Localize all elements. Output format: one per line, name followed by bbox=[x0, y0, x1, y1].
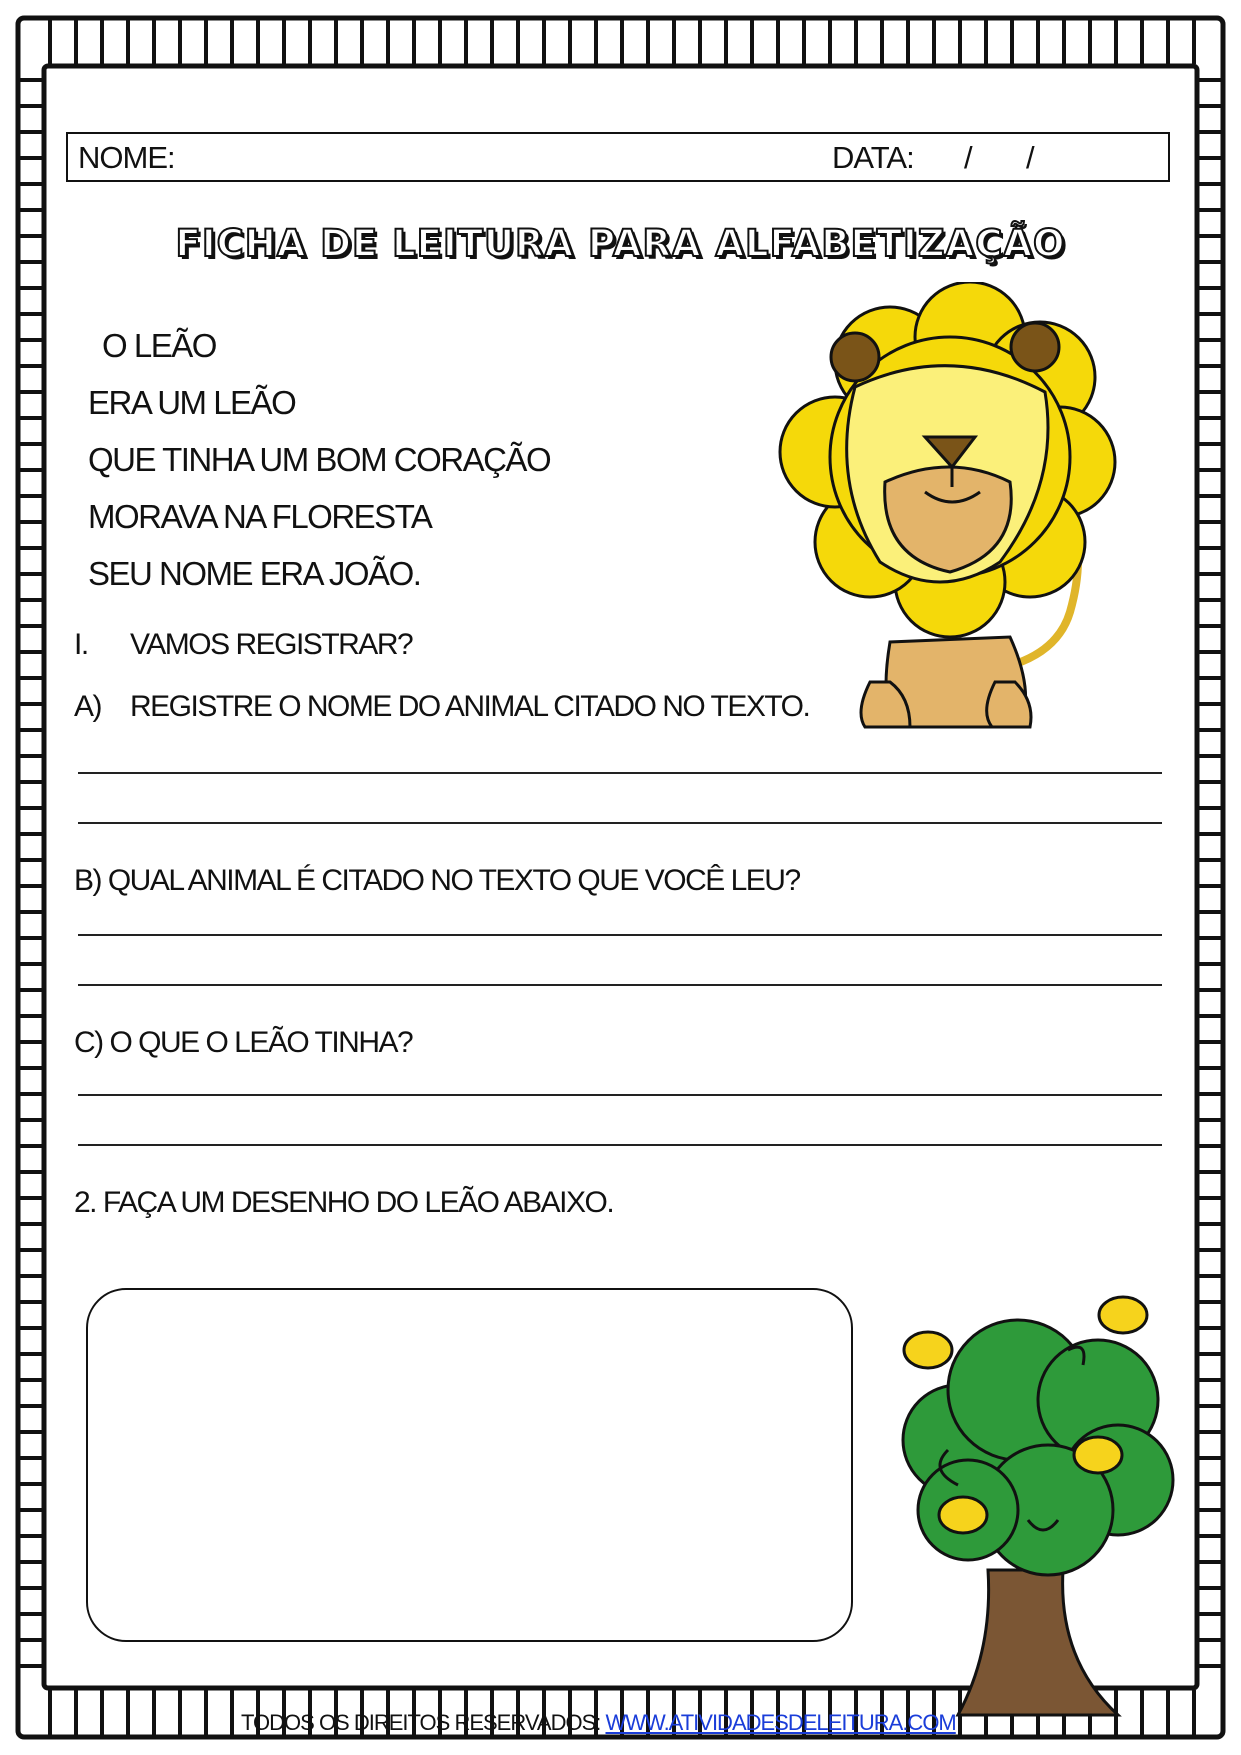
poem-line: SEU NOME ERA JOÃO. bbox=[88, 555, 421, 592]
bee-icon bbox=[1099, 1297, 1147, 1333]
bee-icon bbox=[1074, 1437, 1122, 1473]
bee-icon bbox=[904, 1332, 952, 1368]
answer-line[interactable] bbox=[78, 822, 1162, 824]
name-label: NOME: bbox=[78, 140, 175, 175]
question-b: B) QUAL ANIMAL É CITADO NO TEXTO QUE VOCÊ LEU? bbox=[74, 864, 800, 897]
date-slash: / bbox=[964, 140, 973, 175]
poem bbox=[88, 325, 550, 610]
bee-icon bbox=[939, 1497, 987, 1533]
date-label: DATA: bbox=[832, 140, 914, 175]
lion-illustration bbox=[760, 282, 1160, 742]
poem-line: QUE TINHA UM BOM CORAÇÃO bbox=[88, 441, 551, 478]
section-heading bbox=[74, 628, 412, 662]
question-a-text: REGISTRE O NOME DO ANIMAL CITADO NO TEXTO. bbox=[130, 690, 810, 723]
footer-credits bbox=[241, 1710, 956, 1736]
drawing-area[interactable] bbox=[86, 1288, 853, 1642]
question-letter: A) bbox=[74, 690, 101, 723]
answer-line[interactable] bbox=[78, 1144, 1162, 1146]
date-slash: / bbox=[1026, 140, 1035, 175]
question-a bbox=[74, 690, 809, 724]
tree-with-bees-illustration bbox=[868, 1270, 1198, 1720]
section-number: I. bbox=[74, 628, 88, 661]
footer-link[interactable]: WWW.ATIVIDADESDELEITURA.COM bbox=[605, 1710, 956, 1735]
answer-line[interactable] bbox=[78, 934, 1162, 936]
answer-line[interactable] bbox=[78, 772, 1162, 774]
question-c: C) O QUE O LEÃO TINHA? bbox=[74, 1026, 413, 1059]
poem-line: MORAVA NA FLORESTA bbox=[88, 498, 432, 535]
section-label: VAMOS REGISTRAR? bbox=[130, 628, 413, 661]
name-date-bar bbox=[66, 132, 1170, 182]
question-2: 2. FAÇA UM DESENHO DO LEÃO ABAIXO. bbox=[74, 1186, 614, 1219]
poem-title: O LEÃO bbox=[102, 327, 216, 364]
answer-line[interactable] bbox=[78, 984, 1162, 986]
answer-line[interactable] bbox=[78, 1094, 1162, 1096]
worksheet-title: FICHA DE LEITURA PARA ALFABETIZAÇÃO bbox=[175, 222, 1066, 265]
poem-line: ERA UM LEÃO bbox=[88, 384, 296, 421]
footer-text: TODOS OS DIREITOS RESERVADOS: bbox=[241, 1710, 601, 1735]
